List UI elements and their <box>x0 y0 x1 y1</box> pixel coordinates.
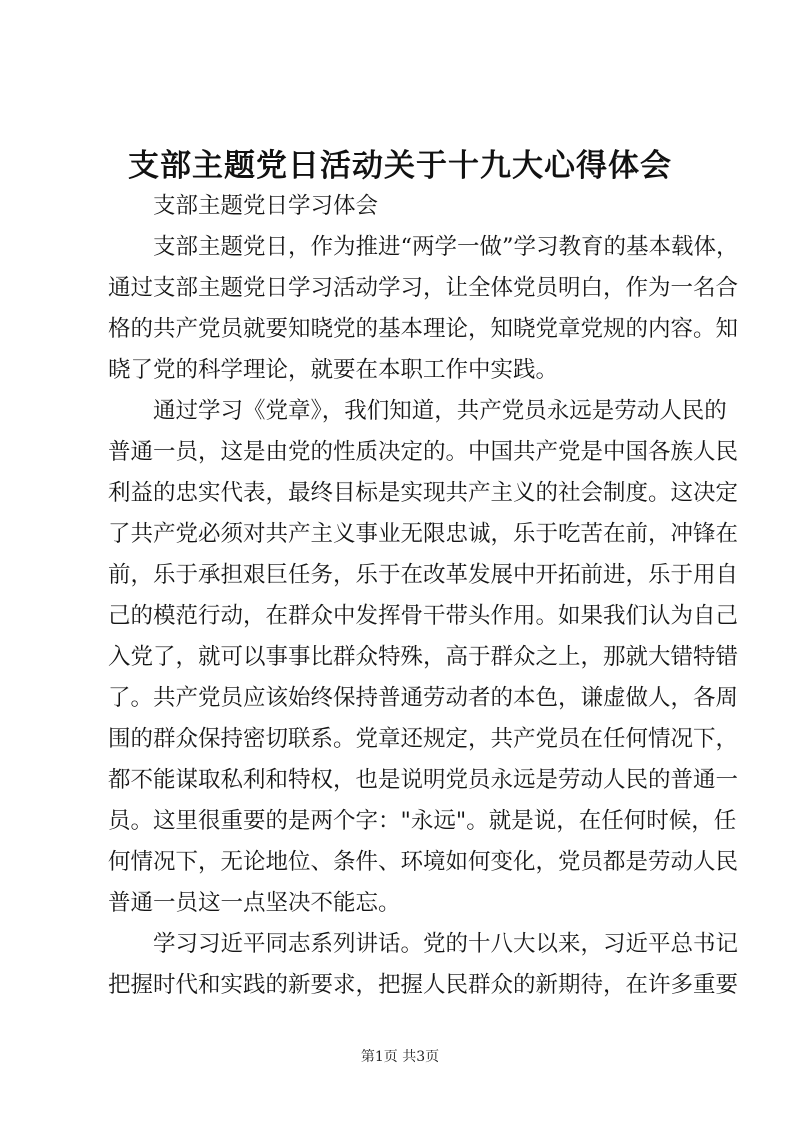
text-line: 通过支部主题党日学习活动学习，让全体党员明白，作为一名合 <box>108 275 739 301</box>
text-line: 己的模范行动，在群众中发挥骨干带头作用。如果我们认为自己 <box>108 603 739 629</box>
text-line: 前，乐于承担艰巨任务，乐于在改革发展中开拓前进，乐于用自 <box>108 562 739 588</box>
text-line: 都不能谋取私利和特权，也是说明党员永远是劳动人民的普通一 <box>108 767 739 793</box>
text-line: 通过学习《党章》，我们知道，共产党员永远是劳动人民的 <box>108 398 727 424</box>
text-line: 晓了党的科学理论，就要在本职工作中实践。 <box>108 357 559 383</box>
text-line: 了共产党必须对共产主义事业无限忠诚，乐于吃苦在前，冲锋在 <box>108 521 739 547</box>
text-line: 了。共产党员应该始终保持普通劳动者的本色，谦虚做人，各周 <box>108 685 739 711</box>
text-line: 利益的忠实代表，最终目标是实现共产主义的社会制度。这决定 <box>108 480 739 506</box>
text-line: 支部主题党日，作为推进“两学一做”学习教育的基本载体， <box>108 234 739 260</box>
text-line: 把握时代和实践的新要求，把握人民群众的新期待，在许多重要 <box>108 972 739 998</box>
text-line: 学习习近平同志系列讲话。党的十八大以来，习近平总书记 <box>108 931 739 957</box>
page-footer: 第1页 共3页 <box>360 1049 440 1065</box>
text-line: 入党了，就可以事事比群众特殊，高于群众之上，那就大错特错 <box>108 644 739 670</box>
text-line: 员。这里很重要的是两个字："永远"。就是说，在任何时候，任 <box>108 808 737 834</box>
text-line: 围的群众保持密切联系。党章还规定，共产党员在任何情况下， <box>108 726 739 752</box>
text-line: 何情况下，无论地位、条件、环境如何变化，党员都是劳动人民 <box>108 849 739 875</box>
text-line: 支部主题党日学习体会 <box>108 193 379 219</box>
document-title: 支部主题党日活动关于十九大心得体会 <box>128 148 672 184</box>
text-line: 普通一员，这是由党的性质决定的。中国共产党是中国各族人民 <box>108 439 739 465</box>
text-line: 普通一员这一点坚决不能忘。 <box>108 890 401 916</box>
text-line: 格的共产党员就要知晓党的基本理论，知晓党章党规的内容。知 <box>108 316 739 342</box>
